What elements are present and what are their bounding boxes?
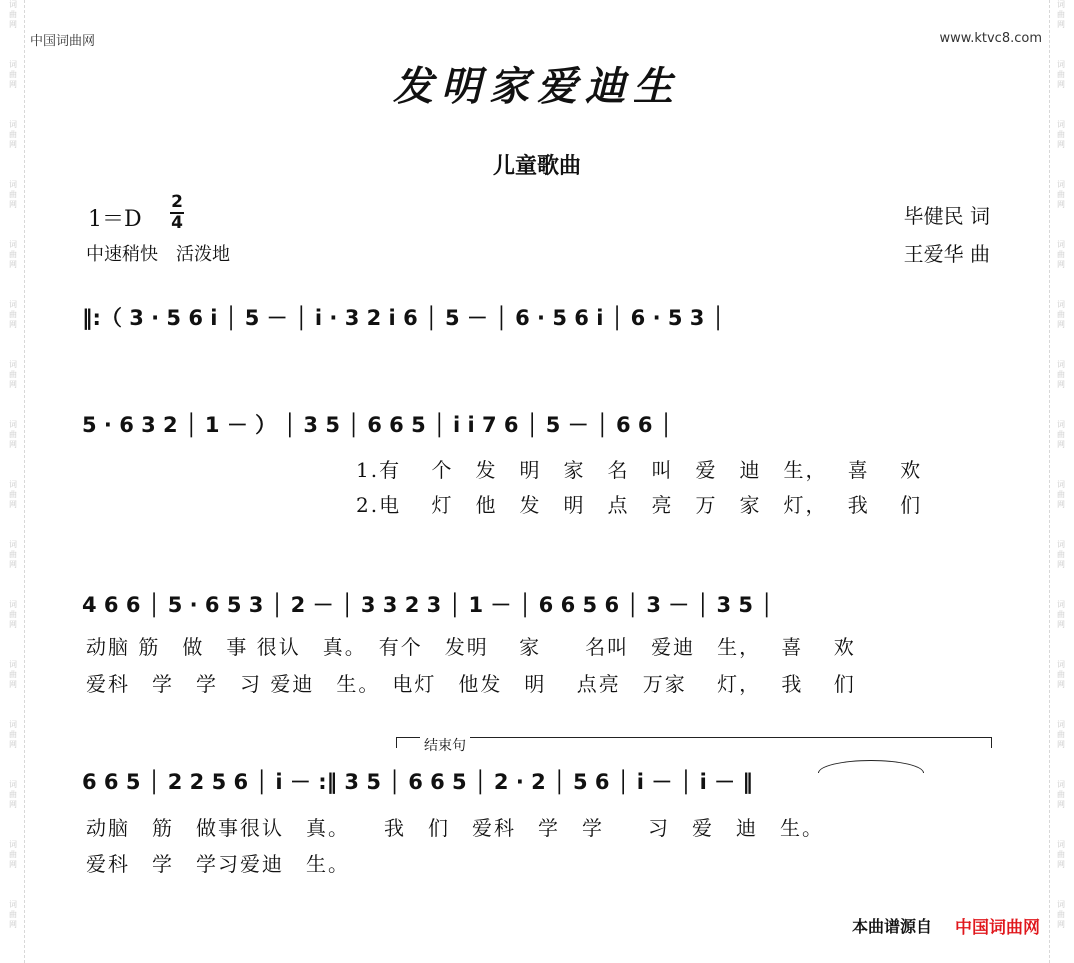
meter-top: 2 xyxy=(171,192,183,212)
composer-credit: 王爱华 曲 xyxy=(903,242,990,266)
site-url-right[interactable]: www.ktvc8.com xyxy=(939,31,1042,46)
score-row-4: 6 6 5 │ 2 2 5 6 │ i － :‖ 3 5 │ 6 6 5 │ 2 · 2 │ 5 6 │ i － │ i － ‖ xyxy=(82,770,753,794)
lyric-line-4: 爱科 学 学 习 爱迪 生。 电灯 他发 明 点亮 万家 灯， 我 们 xyxy=(86,672,856,696)
lyric-line-6: 爱科 学 学习爱迪 生。 xyxy=(86,852,350,876)
score-row-2: 5 · 6 3 2 │ 1 － ） │ 3 5 │ 6 6 5 │ i i 7 6 │ 5 － │ 6 6 │ xyxy=(82,413,673,437)
lyric-line-5: 动脑 筋 做事很认 真。 我 们 爱科 学 学 习 爱 迪 生。 xyxy=(86,816,824,840)
source-site-link[interactable]: 中国词曲网 xyxy=(955,918,1040,938)
ending-label: 结束句 xyxy=(420,735,470,755)
song-subtitle: 儿童歌曲 xyxy=(492,153,581,179)
lyricist-credit: 毕健民 词 xyxy=(903,204,990,228)
tempo-marking: 中速稍快 活泼地 xyxy=(86,244,230,265)
source-label: 本曲谱源自 xyxy=(851,917,932,936)
site-name-left: 中国词曲网 xyxy=(30,34,96,49)
score-row-1: ‖:（ 3 · 5 6 i │ 5 － │ i · 3 2 i 6 │ 5 － │ 6 · 5 6 i │ 6 · 5 3 │ xyxy=(82,306,725,330)
watermark-left: 词 曲 网 词 曲 网 词 曲 网 词 曲 网 词 曲 网 词 曲 网 词 曲 网 词 曲 网 词 曲 网 词 曲 网 词 曲 网 词 曲 网 词 曲 网 词 曲 网 词 曲 网 词 曲 网 xyxy=(2,0,25,963)
meter-bottom: 4 xyxy=(171,213,183,233)
lyric-line-3: 动脑 筋 做 事 很认 真。 有个 发明 家 名叫 爱迪 生， 喜 欢 xyxy=(86,635,856,659)
tie-slur xyxy=(818,760,924,773)
ending-bracket xyxy=(396,737,992,748)
watermark-right: 词 曲 网 词 曲 网 词 曲 网 词 曲 网 词 曲 网 词 曲 网 词 曲 网 词 曲 网 词 曲 网 词 曲 网 词 曲 网 词 曲 网 词 曲 网 词 曲 网 词 曲 网 词 曲 网 xyxy=(1049,0,1072,963)
song-title: 发明家爱迪生 xyxy=(393,63,681,110)
score-row-3: 4 6 6 │ 5 · 6 5 3 │ 2 － │ 3 3 2 3 │ 1 － │ 6 6 5 6 │ 3 － │ 3 5 │ xyxy=(82,593,774,617)
time-signature xyxy=(168,194,186,232)
key-signature: 1＝D xyxy=(88,207,142,232)
lyric-verse-2: 2.电 灯 他 发 明 点 亮 万 家 灯， 我 们 xyxy=(356,493,923,517)
lyric-verse-1: 1.有 个 发 明 家 名 叫 爱 迪 生， 喜 欢 xyxy=(356,458,923,482)
